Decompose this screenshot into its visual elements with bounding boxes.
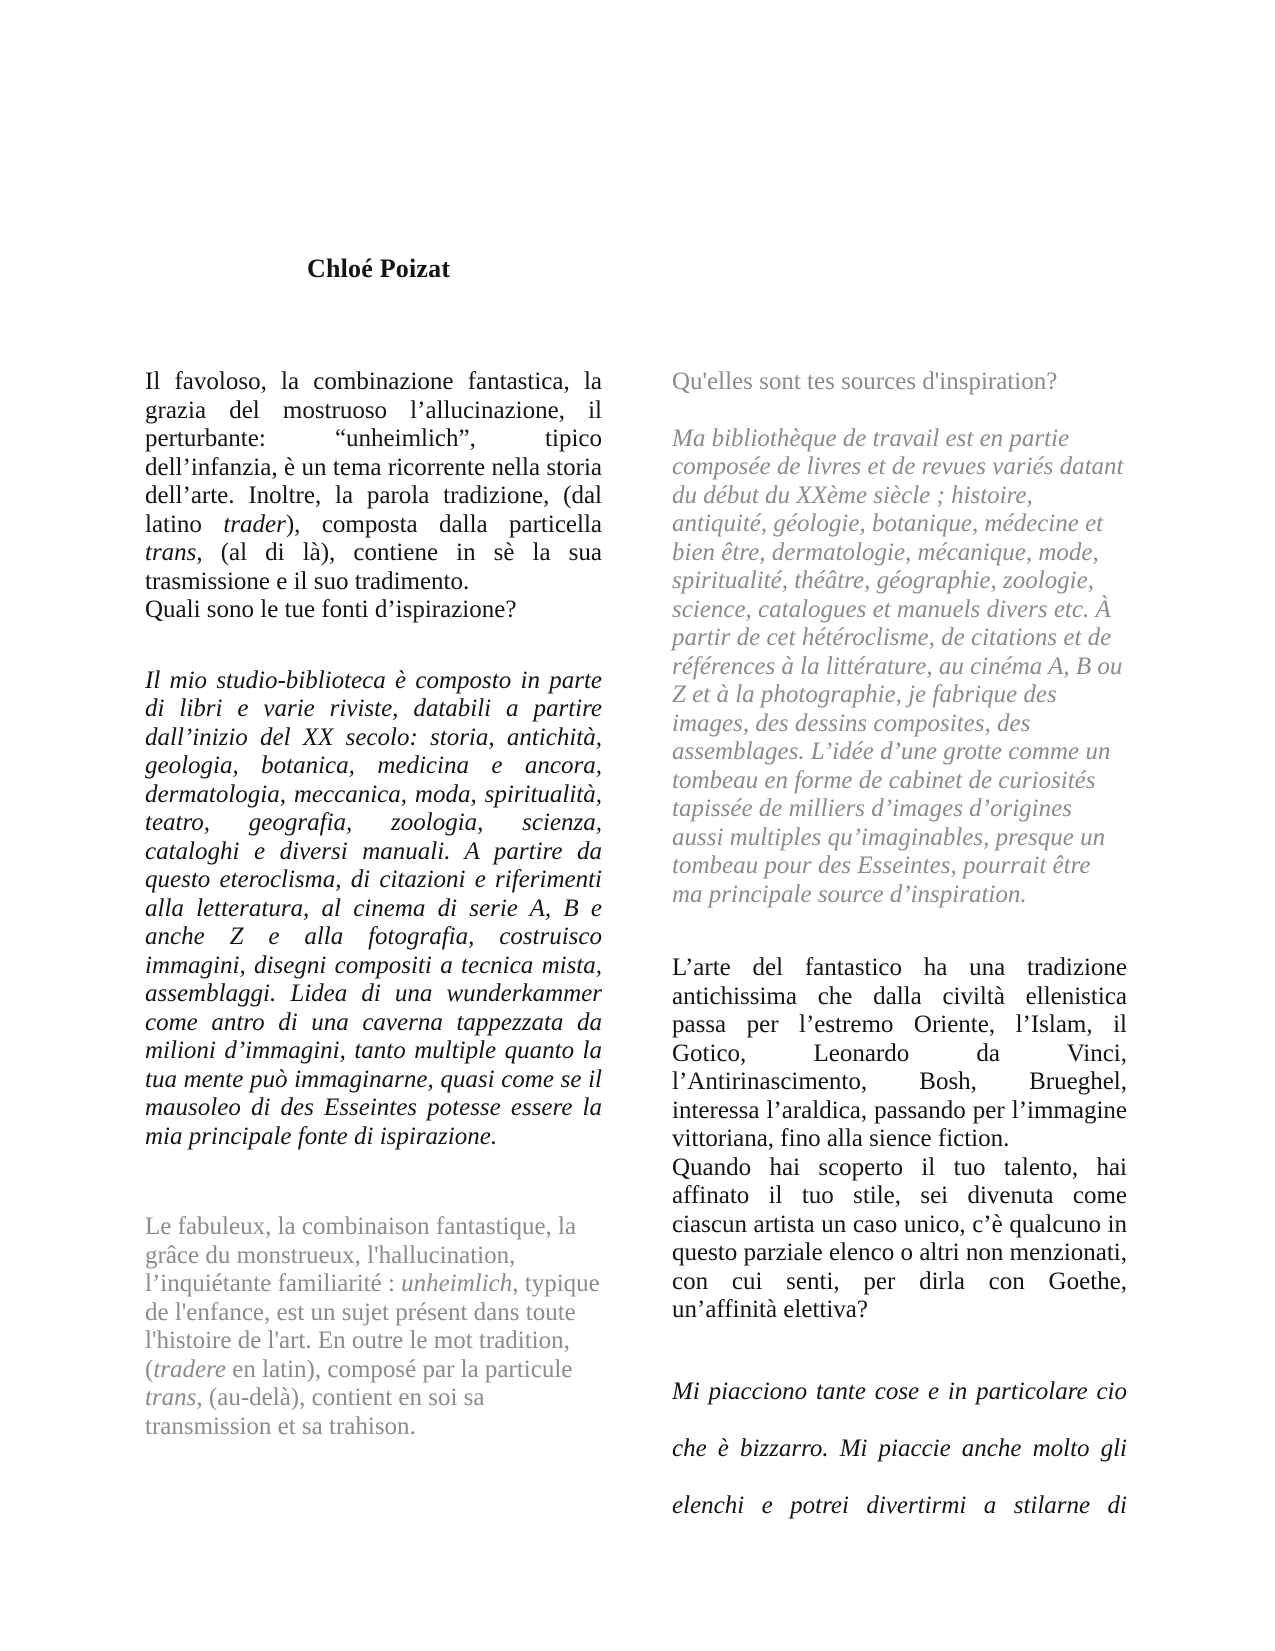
french-intro-part-1: Le fabuleux, la combinaison fantastique, la grâce du monstrueux, l'hallucination, l’inquiétante familiarité : [145, 1213, 577, 1297]
question-italian-2: Quando hai scoperto il tuo talento, hai affinato il tuo stile, sei divenuta come ciascun artista un caso unico, c’è qualcuno in questo parziale elenco o altri non menzionati, con cui senti, per dirla con Goethe, un’affinità elettiva? [672, 1153, 1127, 1323]
intro-text-part-3: , (al di là), contiene in sè la sua trasmissione e il suo tradimento. [145, 539, 602, 595]
paragraph-italian-answer: Il mio studio-biblioteca è composto in parte di libri e varie riviste, databili a partire dall’inizio del XX secolo: storia, antichità, geologia, botanica, medicina e ancora, dermatologia, meccanica, moda, spiritualità, teatro, geografia, zoologia, scienza, cataloghi e diversi manuali. A partire da questo eteroclisma, di citazioni e riferimenti alla letteratura, al cinema di serie A, B e anche Z e alla fotografia, costruisco immagini, disegni compositi a tecnica mista, assemblaggi. Lidea di una wunderkammer come antro di una caverna tappezzata da milioni d’immagini, tanto multiple quanto la tua mente può immaginarne, quasi come se il mausoleo di des Esseintes potesse essere la mia principale fonte di ispirazione. [145, 666, 602, 1150]
french-intro-part-4: , (au-delà), contient en soi sa transmission et sa trahison. [145, 1384, 485, 1440]
intro-text-part-1: Il favoloso, la combinazione fantastica, la grazia del mostruoso l’allucinazione, il perturbante: “unheimlich”, tipico dell’infanzia, è un tema ricorrente nella storia dell’arte. Inoltre, la parola tradizione, (dal latino [145, 368, 602, 538]
two-column-layout [145, 368, 1127, 1534]
intro-text-part-2: ), composta dalla particella [285, 510, 603, 538]
page-title: Chloé Poizat [307, 254, 451, 283]
left-column [145, 368, 602, 1534]
latin-word-trader: trader [223, 510, 286, 538]
paragraph-french-answer: Ma bibliothèque de travail est en partie composée de livres et de revues variés datant du début du XXème siècle ; histoire, antiquité, géologie, botanique, médecine et bien être, dermatologie, mécanique, mode, spiritualité, théâtre, géographie, zoologie, science, catalogues et manuels divers etc. À partir de cet hétéroclisme, de citations et de références à la littérature, au cinéma A, B ou Z et à la photographie, je fabrique des images, des dessins composites, des assemblages. L’idée d’une grotte comme un tombeau en forme de cabinet de curiosités tapissée de milliers d’images d’origines aussi multiples qu’imaginables, presque un tombeau pour des Esseintes, pourrait être ma principale source d’inspiration. [672, 424, 1124, 908]
paragraph-italian-tradition: L’arte del fantastico ha una tradizione antichissima che dalla civiltà ellenistica passa per l’estremo Oriente, l’Islam, il Gotico, Leonardo da Vinci, l’Antirinascimento, Bosh, Brueghel, interessa l’araldica, passando per l’immagine vittoriana, fino alla sience fiction. [672, 954, 1127, 1152]
right-column [672, 368, 1127, 1534]
paragraph-italian-intro [145, 368, 602, 596]
french-intro-part-3: en latin), composé par la particule [226, 1355, 573, 1383]
question-french: Qu'elles sont tes sources d'inspiration? [672, 368, 1058, 395]
paragraph-french-intro [145, 1213, 602, 1441]
latin-word-trans: trans [145, 539, 197, 566]
paragraph-italian-final: Mi piacciono tante cose e in particolare cio che è bizzarro. Mi piaccie anche molto gli elenchi e potrei divertirmi a stilarne di [672, 1377, 1127, 1519]
question-italian: Quali sono le tue fonti d’ispirazione? [145, 596, 517, 623]
german-word-unheimlich: unheimlich [401, 1270, 513, 1297]
latin-word-trans-fr: trans [145, 1384, 197, 1411]
french-intro-part-2: , typique de l'enfance, est un sujet présent dans toute l'histoire de l'art. En outre le mot tradition, ( [145, 1270, 600, 1383]
latin-word-tradere: tradere [153, 1355, 226, 1383]
